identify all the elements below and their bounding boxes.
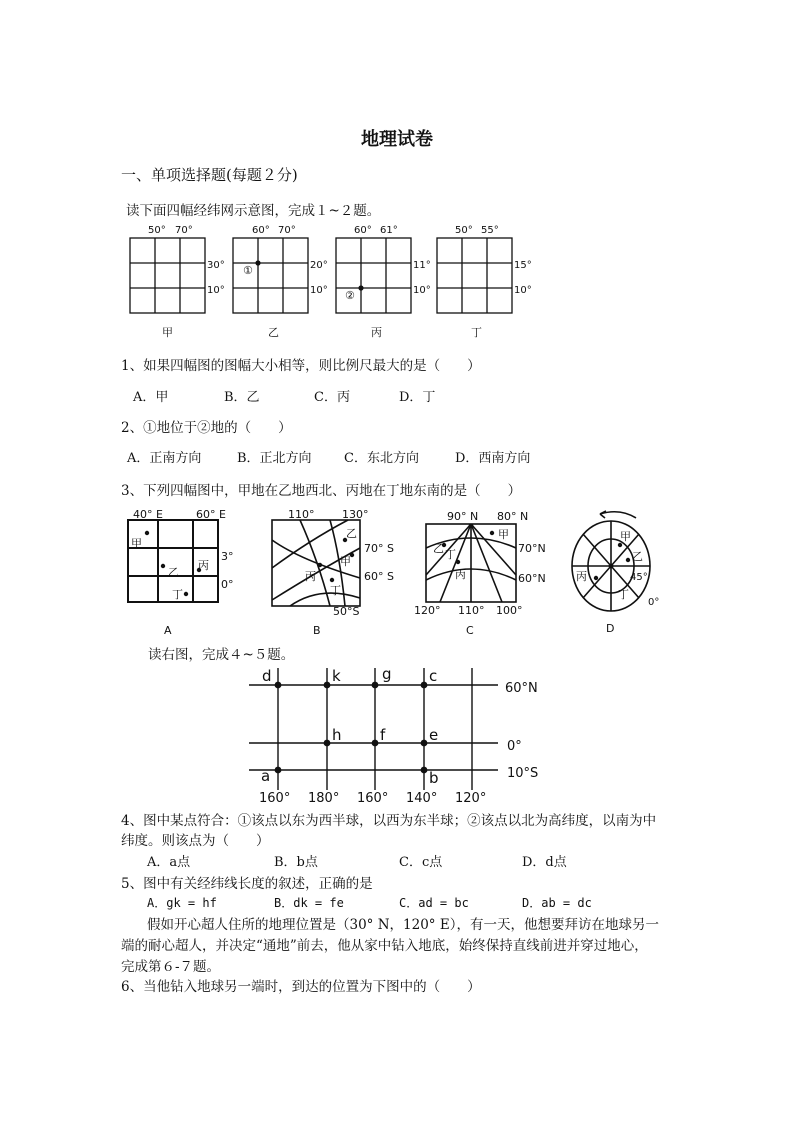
intro-q4-5: 读右图，完成４~５题。 [148, 647, 295, 663]
map-c-place-3: 乙 [433, 542, 444, 555]
map-c-right-2: 60°N [518, 572, 546, 585]
passage-line2: 端的耐心超人，并决定“通地”前去，他从家中钻入地底，始终保持直线前进并穿过地心， [121, 938, 648, 954]
q5-option-b[interactable]: B．dk = fe [274, 896, 344, 910]
point-e: e [429, 726, 439, 744]
intro-q1-2: 读下面四幅经纬网示意图，完成１~２题。 [126, 203, 381, 219]
grid-yi-lat-2: 10° [310, 285, 328, 296]
map-b-place-3: 丙 [305, 570, 316, 583]
passage-line1: 假如开心超人住所的地理位置是（30° N，120° E），有一天，他想要拜访在地球另一 [147, 917, 659, 933]
section-heading: 一、单项选择题(每题２分) [121, 166, 298, 184]
map-a-top-2: 60° E [196, 508, 226, 521]
map-b-place-1: 乙 [346, 527, 357, 540]
map-d-right-1: 45° [630, 572, 648, 583]
lat-10s: 10°S [507, 766, 539, 781]
point-d: d [262, 667, 272, 685]
grid-jia-lon-1: 50° [148, 225, 166, 236]
map-c-place-4: 丙 [455, 568, 466, 581]
lon-label-1: 160° [259, 791, 291, 806]
map-c-bottom-2: 110° [458, 604, 485, 617]
question-3: 3、下列四幅图中，甲地在乙地西北、丙地在丁地东南的是（ ） [121, 483, 522, 499]
map-a-label: A [164, 624, 172, 637]
map-a-place-4: 丁 [172, 588, 183, 601]
q2-option-d[interactable]: D．西南方向 [455, 451, 531, 466]
map-b-right-2: 60° S [364, 570, 394, 583]
grid-bing-lon-2: 61° [380, 225, 398, 236]
map-c-place-2: 丁 [445, 548, 456, 561]
lat-60n: 60°N [505, 681, 538, 696]
q2-option-a[interactable]: A．正南方向 [127, 451, 202, 466]
map-c-place-1: 甲 [498, 528, 509, 541]
grid-ding-lon-1: 50° [455, 225, 473, 236]
grid-jia-lon-2: 70° [175, 225, 193, 236]
grid-yi-lon-2: 70° [278, 225, 296, 236]
passage-line3: 完成第６-７题。 [121, 959, 221, 975]
map-a-right-1: 3° [221, 550, 234, 563]
grid-jia-lat-1: 30° [207, 260, 225, 271]
grid-yi-name: 乙 [268, 326, 279, 339]
point-g: g [382, 665, 392, 683]
question-6: 6、当他钻入地球另一端时，到达的位置为下图中的（ ） [121, 979, 481, 995]
lon-label-5: 120° [455, 791, 487, 806]
q2-option-c[interactable]: C．东北方向 [344, 451, 419, 466]
map-c-top-2: 80° N [497, 510, 529, 523]
map-d-place-3: 丙 [576, 570, 587, 583]
grid-jia-lat-2: 10° [207, 285, 225, 296]
map-a-place-1: 甲 [131, 537, 142, 550]
grid-yi-lon-1: 60° [252, 225, 270, 236]
map-d-label: D [606, 622, 615, 635]
q2-option-b[interactable]: B．正北方向 [237, 451, 312, 466]
map-b-bottom: 50°S [333, 605, 360, 618]
point-c: c [429, 667, 438, 685]
q1-option-a[interactable]: A．甲 [133, 390, 169, 405]
map-c-label: C [466, 624, 474, 637]
page-title: 地理试卷 [361, 129, 433, 150]
lat-0: 0° [507, 739, 522, 754]
grid-jia-name: 甲 [162, 326, 173, 339]
point-1-label: ① [243, 264, 253, 277]
point-b: b [429, 769, 439, 787]
map-b-top-2: 130° [342, 508, 369, 521]
grid-ding-name: 丁 [471, 326, 482, 339]
map-d-place-1: 甲 [620, 530, 631, 543]
q4-option-c[interactable]: C．c点 [399, 855, 443, 870]
point-2-label: ② [345, 289, 355, 302]
q4-option-b[interactable]: B．b点 [274, 855, 318, 870]
map-c-bottom-1: 120° [414, 604, 441, 617]
lon-label-4: 140° [406, 791, 438, 806]
map-a-right-2: 0° [221, 578, 234, 591]
grid-ding-lat-1: 15° [514, 260, 532, 271]
point-f: f [380, 726, 386, 744]
q5-option-c[interactable]: C．ad = bc [399, 896, 469, 910]
map-d-right-2: 0° [648, 597, 660, 608]
map-b-top-1: 110° [288, 508, 315, 521]
map-b-place-2: 甲 [340, 555, 351, 568]
map-c-top-1: 90° N [447, 510, 479, 523]
question-2: 2、①地位于②地的（ ） [121, 420, 292, 436]
map-a-place-3: 丙 [198, 559, 209, 572]
question-1: 1、如果四幅图的图幅大小相等，则比例尺最大的是（ ） [121, 358, 481, 374]
grid-bing-lat-2: 10° [413, 285, 431, 296]
q1-option-b[interactable]: B．乙 [224, 390, 260, 405]
map-d-place-2: 乙 [632, 550, 643, 563]
lon-label-3: 160° [357, 791, 389, 806]
map-c-bottom-3: 100° [496, 604, 523, 617]
map-a-top-1: 40° E [133, 508, 163, 521]
question-5: 5、图中有关经纬线长度的叙述，正确的是 [121, 876, 373, 892]
q1-option-d[interactable]: D．丁 [399, 390, 436, 405]
map-c-right-1: 70°N [518, 542, 546, 555]
q5-option-a[interactable]: A．gk = hf [147, 896, 217, 910]
grid-yi-lat-1: 20° [310, 260, 328, 271]
grid-bing-lon-1: 60° [354, 225, 372, 236]
grid-ding-lat-2: 10° [514, 285, 532, 296]
q5-option-d[interactable]: D．ab = dc [522, 896, 592, 910]
question-4-line2: 纬度。则该点为（ ） [121, 833, 270, 849]
map-d-place-4: 丁 [618, 588, 629, 601]
q4-option-a[interactable]: A．a点 [147, 855, 191, 870]
grid-ding-lon-2: 55° [481, 225, 499, 236]
map-b-right-1: 70° S [364, 542, 394, 555]
point-a: a [261, 767, 271, 785]
point-h: h [332, 726, 342, 744]
question-4-line1: 4、图中某点符合：①该点以东为西半球，以西为东半球；②该点以北为高纬度，以南为中 [121, 813, 657, 829]
grid-bing-lat-1: 11° [413, 260, 431, 271]
q1-option-c[interactable]: C．丙 [314, 390, 350, 405]
map-b-label: B [313, 624, 321, 637]
map-a-place-2: 乙 [168, 566, 179, 579]
q4-option-d[interactable]: D．d点 [522, 855, 567, 870]
point-k: k [332, 667, 341, 685]
grid-bing-name: 丙 [371, 326, 382, 339]
map-b-place-4: 丁 [330, 584, 341, 597]
lon-label-2: 180° [308, 791, 340, 806]
